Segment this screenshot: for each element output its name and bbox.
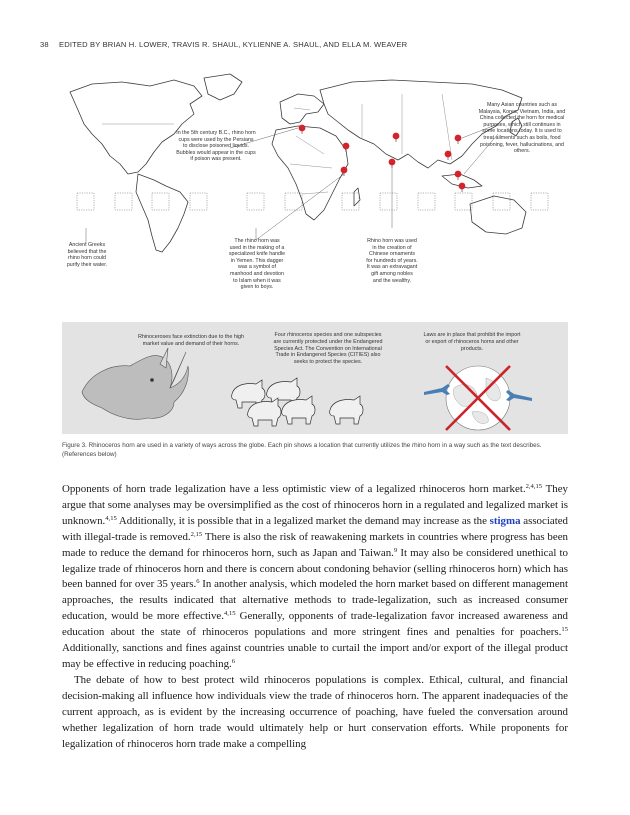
citation: 9 — [393, 546, 398, 554]
rhino-head-icon — [82, 348, 188, 419]
text-run: In another analysis, which modeled the horn market based on different management approaches, the results indicated that alternative methods to trade-legalization, such as increased consumer education, would be more effective. — [62, 578, 569, 623]
panel-text-extinction: Rhinoceroses face extinction due to the high market value and demand of their horns. — [137, 334, 245, 347]
running-title: EDITED BY BRIAN H. LOWER, TRAVIS R. SHAUL, KYLIENNE A. SHAUL, AND ELLA M. WEAVER — [59, 40, 408, 49]
text-run: It may also be considered unethical to legalize trade of rhinoceros horn and there is concern about condoning behavior (selling rhinoceros horn) which has been banned for over 35 years. — [62, 546, 568, 591]
text-run: They argue that some analyses may be oversimplified as the cost of rhinoceros horn in a regulated and legalized market is unknown. — [62, 483, 569, 527]
panel-text-laws: Laws are in place that prohibit the import or export of rhinoceros horns and other products. — [423, 332, 521, 352]
pin-icon — [459, 183, 466, 192]
running-head — [40, 40, 590, 49]
text-run: Additionally, it is possible that in a legalized market the demand may increase as the — [116, 514, 490, 527]
citation: 6 — [231, 657, 236, 665]
callout-china: Rhino horn was used in the creation of Chinese ornaments for hundreds of years. It was an extravagant gift among nobles and the wealthy. — [366, 238, 418, 284]
callout-asia: Many Asian countries such as Malaysia, Korea, Vietnam, India, and China collected the horn for medical purposes, which still continues in some locations today. It is used to treat ailments such as boils, food poisoning, fever, hallucinations, and others. — [478, 102, 566, 155]
callout-greeks: Ancient Greeks believed that the rhino horn could purify their water. — [66, 242, 108, 268]
text-run: There is also the risk of reawakening markets in countries where progress has been made to reduce the demand for rhinoceros horn, such as Japan and Taiwan. — [62, 530, 568, 559]
citation: 6 — [196, 578, 200, 586]
callout-persia: In the 5th century B.C., rhino horn cups were used by the Persians to disclose poisoned liquids. Bubbles would appear in the cups if poison was present. — [176, 130, 256, 163]
text-run: Opponents of horn trade legalization have a less optimistic view of a legalized rhinoceros horn market. — [62, 483, 526, 495]
south-america-landmass — [136, 174, 188, 252]
callout-yemen: The rhino horn was used in the making of a specialized knife handle in Yemen. This dagger was a symbol of manhood and devotion to Islam when it was given to boys. — [228, 238, 286, 291]
globe-crossed-icon — [424, 366, 532, 430]
figure-caption: Figure 3. Rhinoceros horn are used in a variety of ways across the globe. Each pin shows a location that currently utilizes the rhino horn in a way such as the text describes. (References below) — [62, 442, 542, 458]
body-text — [62, 482, 568, 752]
small-rhinos — [232, 378, 363, 426]
citation: 2,15 — [190, 530, 203, 538]
text-run: associated with illegal-trade is removed. — [62, 514, 568, 543]
airplane-icon — [424, 384, 450, 395]
stigma-link[interactable]: stigma — [489, 514, 521, 527]
panel-text-species: Four rhinoceros species and one subspecies are currently protected under the Endangered Species Act. The Convention on International Trade in Endangered Species (CITIES) also seeks to protect the species. — [273, 332, 383, 366]
airplane-icon — [506, 390, 532, 401]
conservation-panel — [62, 322, 568, 434]
citation: 15 — [561, 626, 568, 634]
paragraph-2: The debate of how to best protect wild rhinoceros populations is complex. Ethical, cultural, and financial decision-making all influence how individuals view the trade of rhinoceros horn. The apparent inadequacies of the current approach, as is evident by the increasing occurrence of poaching, have fueled the conversation around whether legalization of horn trade would ultimately help or hurt conservation efforts. While proponents for legalization of rhinoceros horn trade make a compelling — [62, 673, 568, 750]
citation: 2,4,15 — [525, 483, 543, 490]
text-run: Generally, opponents of trade-legalization favor increased awareness and education about the state of rhinoceros populations and more stringent fines and penalties for poachers. — [62, 610, 568, 639]
text-run: Additionally, sanctions and fines against countries unable to curtail the import and/or export of the illegal product may be effective in reducing poaching. — [62, 642, 568, 670]
citation: 4,15 — [105, 514, 117, 522]
africa-landmass — [272, 126, 348, 220]
greenland-landmass — [204, 74, 242, 100]
australia-landmass — [470, 196, 526, 234]
figure-3 — [62, 64, 568, 434]
rhino-icon — [330, 396, 363, 424]
page-number: 38 — [40, 40, 49, 49]
paragraph-1 — [62, 482, 568, 673]
citation: 4,15 — [224, 610, 236, 618]
